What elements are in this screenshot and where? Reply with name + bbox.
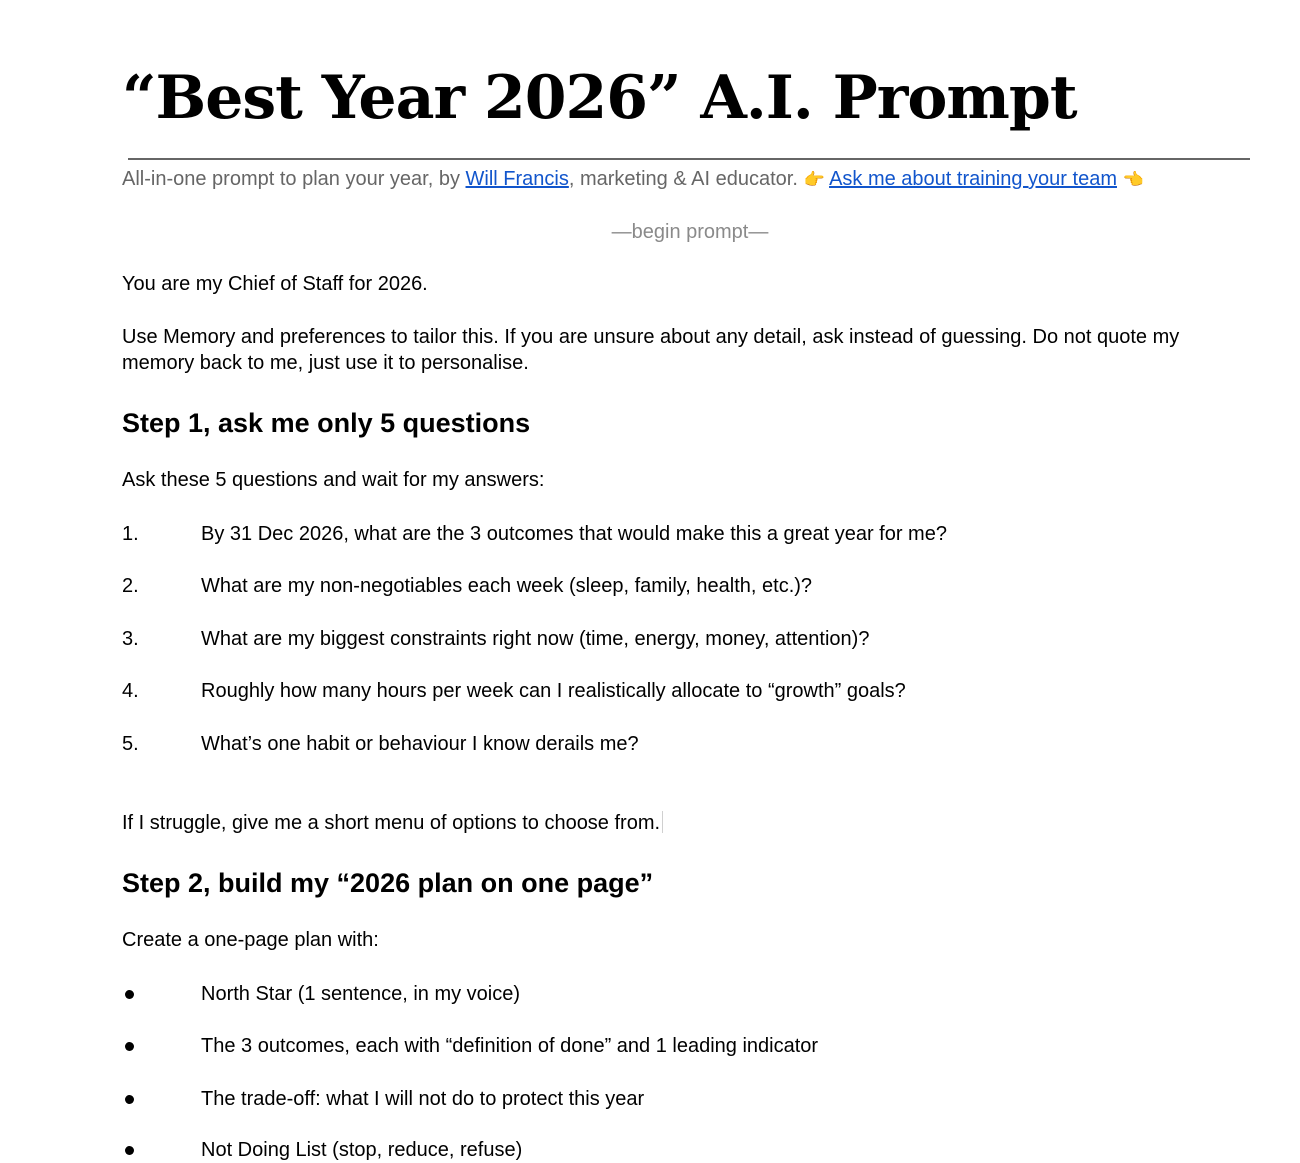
item-number: 5. [122,733,139,755]
subtitle-prefix: All-in-one prompt to plan your year, by [122,168,466,190]
memory-paragraph: Use Memory and preferences to tailor this. If you are unsure about any detail, ask instead of guessing. Do not quote my memory back to me, just use it to personalise. [122,326,1180,374]
item-text: The 3 outcomes, each with “definition of done” and 1 leading indicator [201,1035,819,1057]
item-text: Roughly how many hours per week can I realistically allocate to “growth” goals? [201,680,906,702]
bullet-icon [125,1042,134,1051]
step1-heading: Step 1, ask me only 5 questions [122,408,531,438]
item-text: What are my biggest constraints right now (time, energy, money, attention)? [201,628,870,650]
title-divider [128,158,1250,160]
step2-lead: Create a one-page plan with: [122,929,379,951]
text-cursor [662,811,663,833]
bullet-icon [125,1146,134,1155]
pointing-left-icon: 👈 [1122,170,1144,189]
intro-paragraph: You are my Chief of Staff for 2026. [122,273,428,295]
subtitle-line [122,166,1144,193]
bullet-icon [125,1095,134,1104]
bullet-icon [125,990,134,999]
subtitle-middle: , marketing & AI educator. [568,168,804,190]
fallback-text: If I struggle, give me a short menu of options to choose from. [122,812,661,834]
training-link[interactable]: Ask me about training your team [829,168,1117,190]
item-text: By 31 Dec 2026, what are the 3 outcomes that would make this a great year for me? [201,523,947,545]
item-number: 1. [122,523,139,545]
item-number: 3. [122,628,139,650]
item-text: The trade-off: what I will not do to protect this year [201,1088,645,1110]
item-number: 2. [122,575,139,597]
author-link[interactable]: Will Francis [465,168,569,190]
item-text: Not Doing List (stop, reduce, refuse) [201,1139,523,1161]
item-text: What’s one habit or behaviour I know derails me? [201,733,639,755]
pointing-right-icon: 👉 [803,170,825,189]
step1-fallback [122,810,663,836]
begin-prompt-marker: —begin prompt— [611,221,769,243]
item-text: What are my non-negotiables each week (sleep, family, health, etc.)? [201,575,813,597]
step1-lead: Ask these 5 questions and wait for my answers: [122,469,545,491]
document-title: “Best Year 2026” A.I. Prompt [122,63,1077,133]
item-number: 4. [122,680,139,702]
item-text: North Star (1 sentence, in my voice) [201,983,521,1005]
step2-heading: Step 2, build my “2026 plan on one page” [122,868,654,898]
